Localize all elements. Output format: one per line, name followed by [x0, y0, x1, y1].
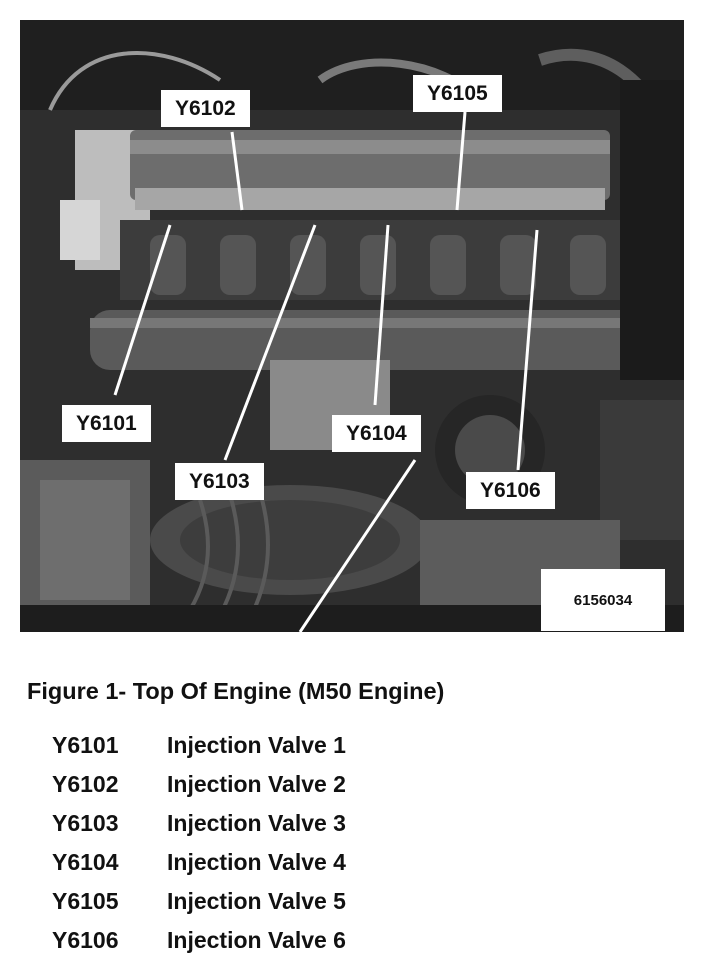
legend-code: Y6102 [52, 771, 119, 797]
figure-caption: Figure 1- Top Of Engine (M50 Engine) [27, 678, 445, 704]
legend-description: Injection Valve 3 [167, 810, 346, 836]
legend-code: Y6105 [52, 888, 119, 914]
figure-id-number: 6156034 [541, 569, 665, 631]
legend-description: Injection Valve 4 [167, 849, 346, 875]
legend-description: Injection Valve 2 [167, 771, 346, 797]
legend-code: Y6101 [52, 732, 119, 758]
engine-photo [20, 20, 684, 632]
callout-y6106: Y6106 [466, 472, 555, 509]
callout-y6103: Y6103 [175, 463, 264, 500]
callout-y6105: Y6105 [413, 75, 502, 112]
legend-code: Y6103 [52, 810, 119, 836]
legend-code: Y6106 [52, 927, 119, 953]
legend-description: Injection Valve 5 [167, 888, 346, 914]
legend-description: Injection Valve 6 [167, 927, 346, 953]
callout-y6101: Y6101 [62, 405, 151, 442]
callout-y6104: Y6104 [332, 415, 421, 452]
legend-description: Injection Valve 1 [167, 732, 346, 758]
callout-y6102: Y6102 [161, 90, 250, 127]
engine-illustration [20, 20, 684, 632]
legend-code: Y6104 [52, 849, 119, 875]
